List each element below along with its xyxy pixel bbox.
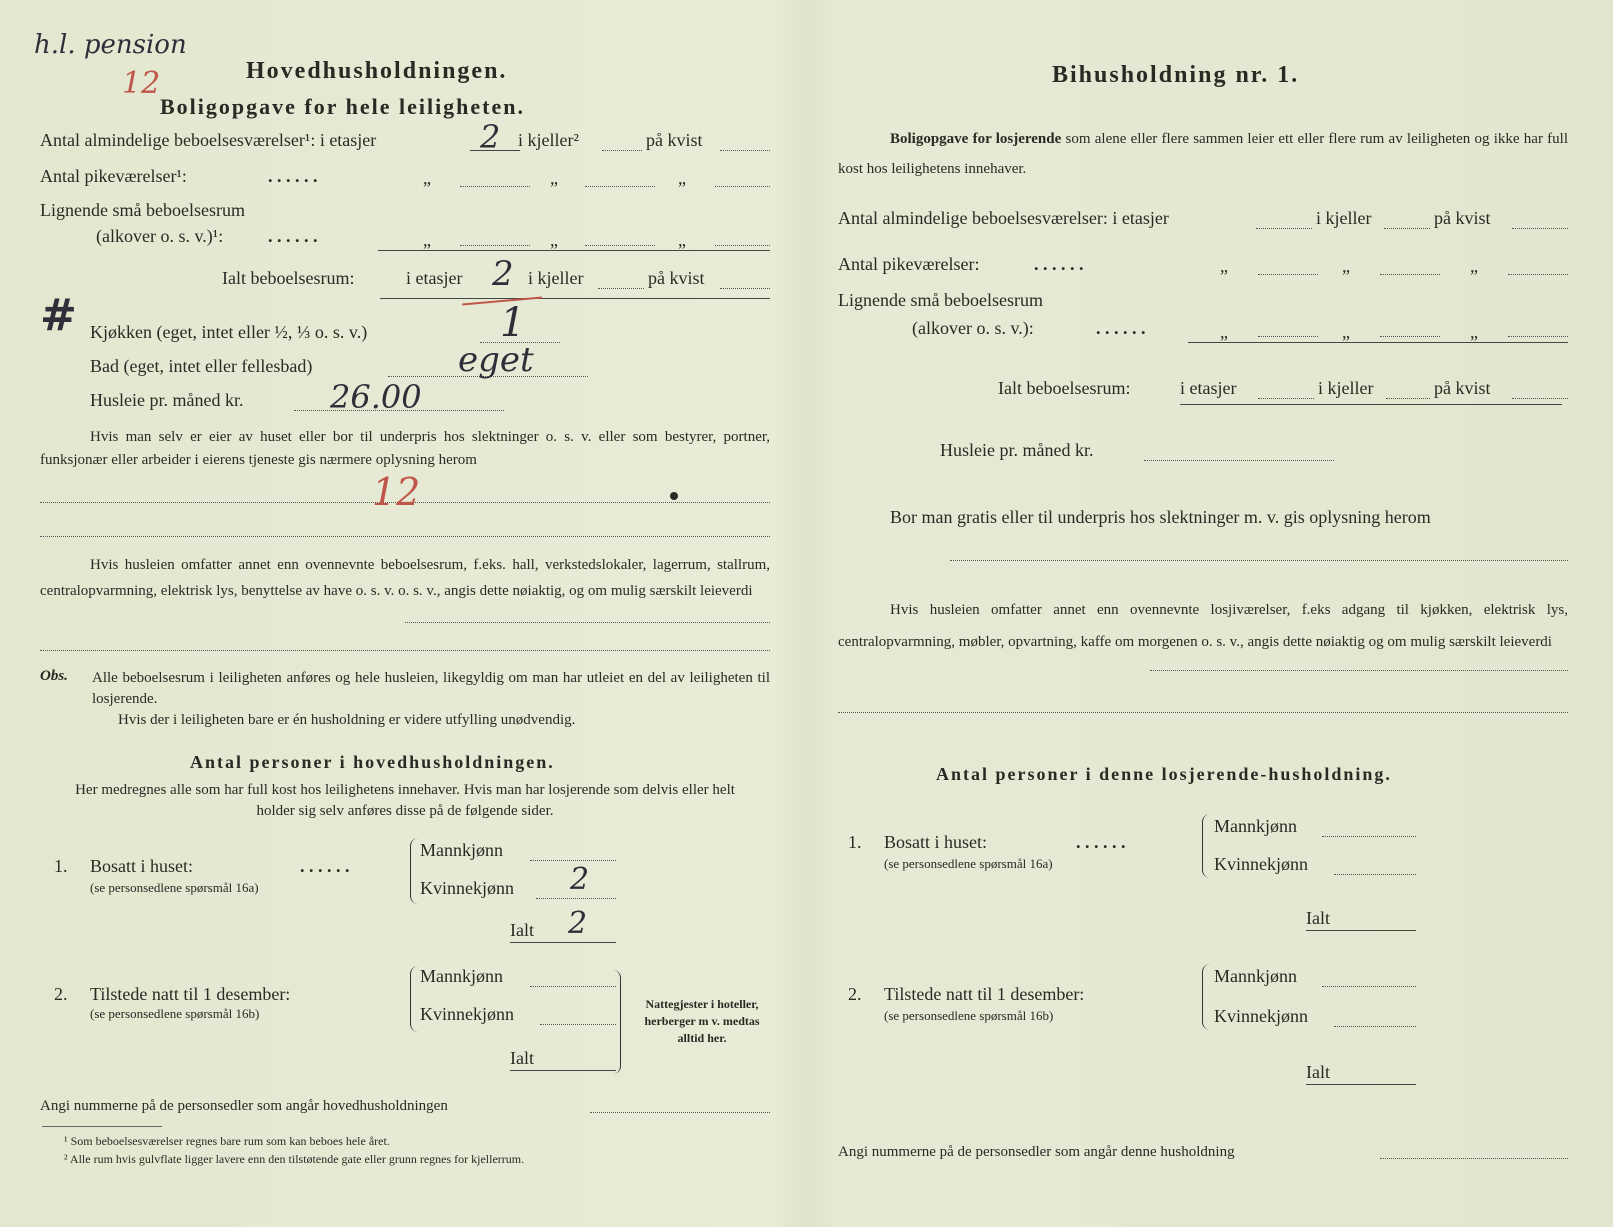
handwritten-ialt-etasjer: 2 xyxy=(492,254,514,294)
right-row-pike-label: Antal pikeværelser: xyxy=(838,254,980,274)
left-row-lign-1: Lignende små beboelsesrum xyxy=(40,200,245,220)
handwritten-hash-mark: # xyxy=(40,290,77,341)
left-bosatt-label: Bosatt i huset: xyxy=(90,856,193,876)
left-angi: Angi nummerne på de personsedler som angår hovedhusholdningen xyxy=(40,1098,448,1114)
left-kjokken-label: Kjøkken (eget, intet eller ½, ⅓ o. s. v.) xyxy=(90,322,368,342)
right-angi: Angi nummerne på de personsedler som angår denne husholdning xyxy=(838,1144,1235,1160)
handwritten-red-number-mid: 12 xyxy=(372,470,421,514)
left-tilstede-label: Tilstede natt til 1 desember: xyxy=(90,984,291,1004)
handwritten-corner-note: h.l. pension xyxy=(34,30,187,60)
left-tilstede-sub: (se personsedlene spørsmål 16b) xyxy=(90,1006,260,1021)
left-antal-text: Her medregnes alle som har full kost hos leilighetens innehaver. Hvis man har losjerende som delvis eller helt holder sig selv anføres disse på de følgende sider. xyxy=(75,782,735,819)
left-title: Hovedhusholdningen. xyxy=(246,58,508,84)
left-row-pike-label: Antal pikeværelser¹: xyxy=(40,166,187,186)
left-bad-label: Bad (eget, intet eller fellesbad) xyxy=(90,356,313,376)
left-subtitle: Boligopgave for hele leiligheten. xyxy=(160,94,526,119)
handwritten-red-number: 12 xyxy=(122,66,161,101)
right-bosatt-sub: (se personsedlene spørsmål 16a) xyxy=(884,856,1053,871)
right-row-lign-2: (alkover o. s. v.): xyxy=(912,318,1034,338)
right-tilstede-label: Tilstede natt til 1 desember: xyxy=(884,984,1085,1004)
right-row-ialt-label: Ialt beboelsesrum: xyxy=(998,378,1131,398)
right-bosatt-label: Bosatt i huset: xyxy=(884,832,987,852)
left-obs-text-1: Alle beboelsesrum i leiligheten anføres og hele husleien, likegyldig om man har utleiet en del av leiligheten til losjerende. xyxy=(92,670,770,707)
handwritten-kvinnekjonn: 2 xyxy=(570,862,590,897)
left-row-ialt-label: Ialt beboelsesrum: xyxy=(222,268,355,288)
right-intro: Boligopgave for losjerende som alene eller flere sammen leier ett eller flere rum av leiligheten og ikke har full kost hos leilighetens innehaver. xyxy=(838,131,1569,177)
right-omfatter-text: Hvis husleien omfatter annet enn ovennevnte losjiværelser, f.eks adgang til kjøkken, elektrisk lys, centralopvarmning, møbler, opvartning, kaffe om morgenen o. s. v., angis dette nøiaktig og om mulig særskilt leieverdi xyxy=(838,602,1568,650)
ink-dot xyxy=(670,492,678,500)
left-row-pike-dots: . . . . . . xyxy=(268,166,318,186)
right-antal-title: Antal personer i denne losjerende-husholdning. xyxy=(936,764,1392,784)
right-row-lign-1: Lignende små beboelsesrum xyxy=(838,290,1043,310)
census-form-page: h.l. pension 12 Hovedhusholdningen. Boligopgave for hele leiligheten. Antal almindelige beboelsesværelser¹: i etasjer 2 i kjeller² på kvist Antal pikeværelser¹: . . . . . . „ „ „ Lignende små beboelsesrum (alkover o. s. v.)¹: . . . . . . „ „ „ Ialt beboelsesrum: i etasjer 2 i kjeller på kvist # Kjøkken (eget, intet eller ½, ⅓ o. s. v.) 1 Bad (eget, intet eller fellesbad) eget Husleie pr. måned kr. 26.00 Hvis man selv er eier av huset eller bor til underpris hos slektninger o. s. v. eller som bestyrer, portner, funksjonær eller arbeider i eierens tjeneste gis nærmere oplysning herom 12 Hvis husleien omfatter annet enn ovennevnte beboelsesrum, f.eks. hall, verkstedslokaler, lagerrum, stallrum, centralopvarmning, elektrisk lys, benyttelse av have o. s. v. o. s. v., angis dette nøiaktig, og om mulig særskilt leieverdi Obs. Alle beboelsesrum i leiligheten anføres og hele husleien, likegyldig om man har utleiet en del av leiligheten til losjerende. Hvis der i leiligheten bare er én husholdning er videre utfylling unødvendig. Antal personer i hovedhusholdningen. Her medregnes alle som har full kost hos leilighetens innehaver. Hvis man har losjerende som delvis eller helt holder sig selv anføres disse på de følgende sider. 1. Bosatt i huset: . . . . . . (se personsedlene spørsmål 16a) Mannkjønn Kvinnekjønn 2 Ialt 2 2. Tilstede natt til 1 desember: (se personsedlene spørsmål 16b) Mannkjønn Kvinnekjønn Ialt Nattegjester i hoteller, herberger m v. medtas alltid her. Angi nummerne på de personsedler som angår hovedhusholdningen ¹ Som beboelsesværelser regnes bare rum som kan beboes hele året. ² Alle rum hvis gulvflate ligger lavere enn den tilstøtende gate eller grunn regnes for kjellerrum. Bihusholdning nr. 1. Boligopgave for losjerende som alene eller flere sammen leier ett eller flere rum av leiligheten og ikke har full kost hos leilighetens innehaver. Antal almindelige beboelsesværelser: i etasjer i kjeller på kvist Antal pikeværelser: . . . . . . „ „ „ Lignende små beboelsesrum (alkover o. s. v.): . . . . . . „ „ „ Ialt beboelsesrum: i etasjer i kjeller på kvist Husleie pr. måned kr. Bor man gratis eller til underpris hos slektninger m. v. gis oplysning herom Hvis husleien omfatter annet enn ovennevnte losjiværelser, f.eks adgang til kjøkken, elektrisk lys, centralopvarmning, møbler, opvartning, kaffe om morgenen o. s. v., angis dette nøiaktig og om mulig særskilt leieverdi Antal personer i denne losjerende-husholdning. 1. Bosatt i huset: . . . . . . (se personsedlene spørsmål 16a) Mannkjønn Kvinnekjønn Ialt 2. Tilstede natt til 1 desember: (se personsedlene spørsmål 16b) Mannkjønn Kvinnekjønn Ialt Angi nummerne på de personsedler som angår denne husholdning xyxy=(0,0,1613,1227)
right-title: Bihusholdning nr. 1. xyxy=(1052,62,1300,88)
right-tilstede-sub: (se personsedlene spørsmål 16b) xyxy=(884,1008,1054,1023)
left-footnote-1: ¹ Som beboelsesværelser regnes bare rum som kan beboes hele året. xyxy=(64,1134,390,1148)
left-antal-title: Antal personer i hovedhusholdningen. xyxy=(190,752,555,772)
left-omfatter-text: Hvis husleien omfatter annet enn ovennevnte beboelsesrum, f.eks. hall, verkstedslokaler, lagerrum, stallrum, centralopvarmning, elektrisk lys, benyttelse av have o. s. v. o. s. v., angis dette nøiaktig, og om mulig særskilt leieverdi xyxy=(40,557,770,599)
left-eier-text: Hvis man selv er eier av huset eller bor til underpris hos slektninger o. s. v. eller som bestyrer, portner, funksjonær eller arbeider i eierens tjeneste gis nærmere oplysning herom xyxy=(40,429,770,468)
left-row-alm-kjeller: i kjeller² xyxy=(518,130,579,150)
left-row-lign-2: (alkover o. s. v.)¹: xyxy=(96,226,224,246)
left-husleie-label: Husleie pr. måned kr. xyxy=(90,390,244,410)
right-gratis-text: Bor man gratis eller til underpris hos slektninger m. v. gis oplysning herom xyxy=(890,507,1431,527)
right-husleie-label: Husleie pr. måned kr. xyxy=(940,440,1094,460)
left-obs-text-2: Hvis der i leiligheten bare er én husholdning er videre utfylling unødvendig. xyxy=(118,712,576,728)
handwritten-husleie: 26.00 xyxy=(330,378,422,416)
handwritten-etasjer: 2 xyxy=(480,118,501,156)
right-row-alm-label: Antal almindelige beboelsesværelser: i etasjer xyxy=(838,208,1169,228)
handwritten-ialt: 2 xyxy=(568,906,588,941)
handwritten-kjokken: 1 xyxy=(500,300,526,346)
handwritten-bad: eget xyxy=(458,340,534,380)
left-row-alm-label: Antal almindelige beboelsesværelser¹: i etasjer xyxy=(40,130,377,150)
left-bosatt-sub: (se personsedlene spørsmål 16a) xyxy=(90,880,259,895)
left-nattegjester-note: Nattegjester i hoteller, herberger m v. medtas alltid her. xyxy=(644,997,760,1045)
left-row-alm-kvist: på kvist xyxy=(646,130,703,150)
left-obs-label: Obs. xyxy=(40,668,68,684)
left-footnote-2: ² Alle rum hvis gulvflate ligger lavere enn den tilstøtende gate eller grunn regnes for kjellerrum. xyxy=(64,1152,525,1166)
